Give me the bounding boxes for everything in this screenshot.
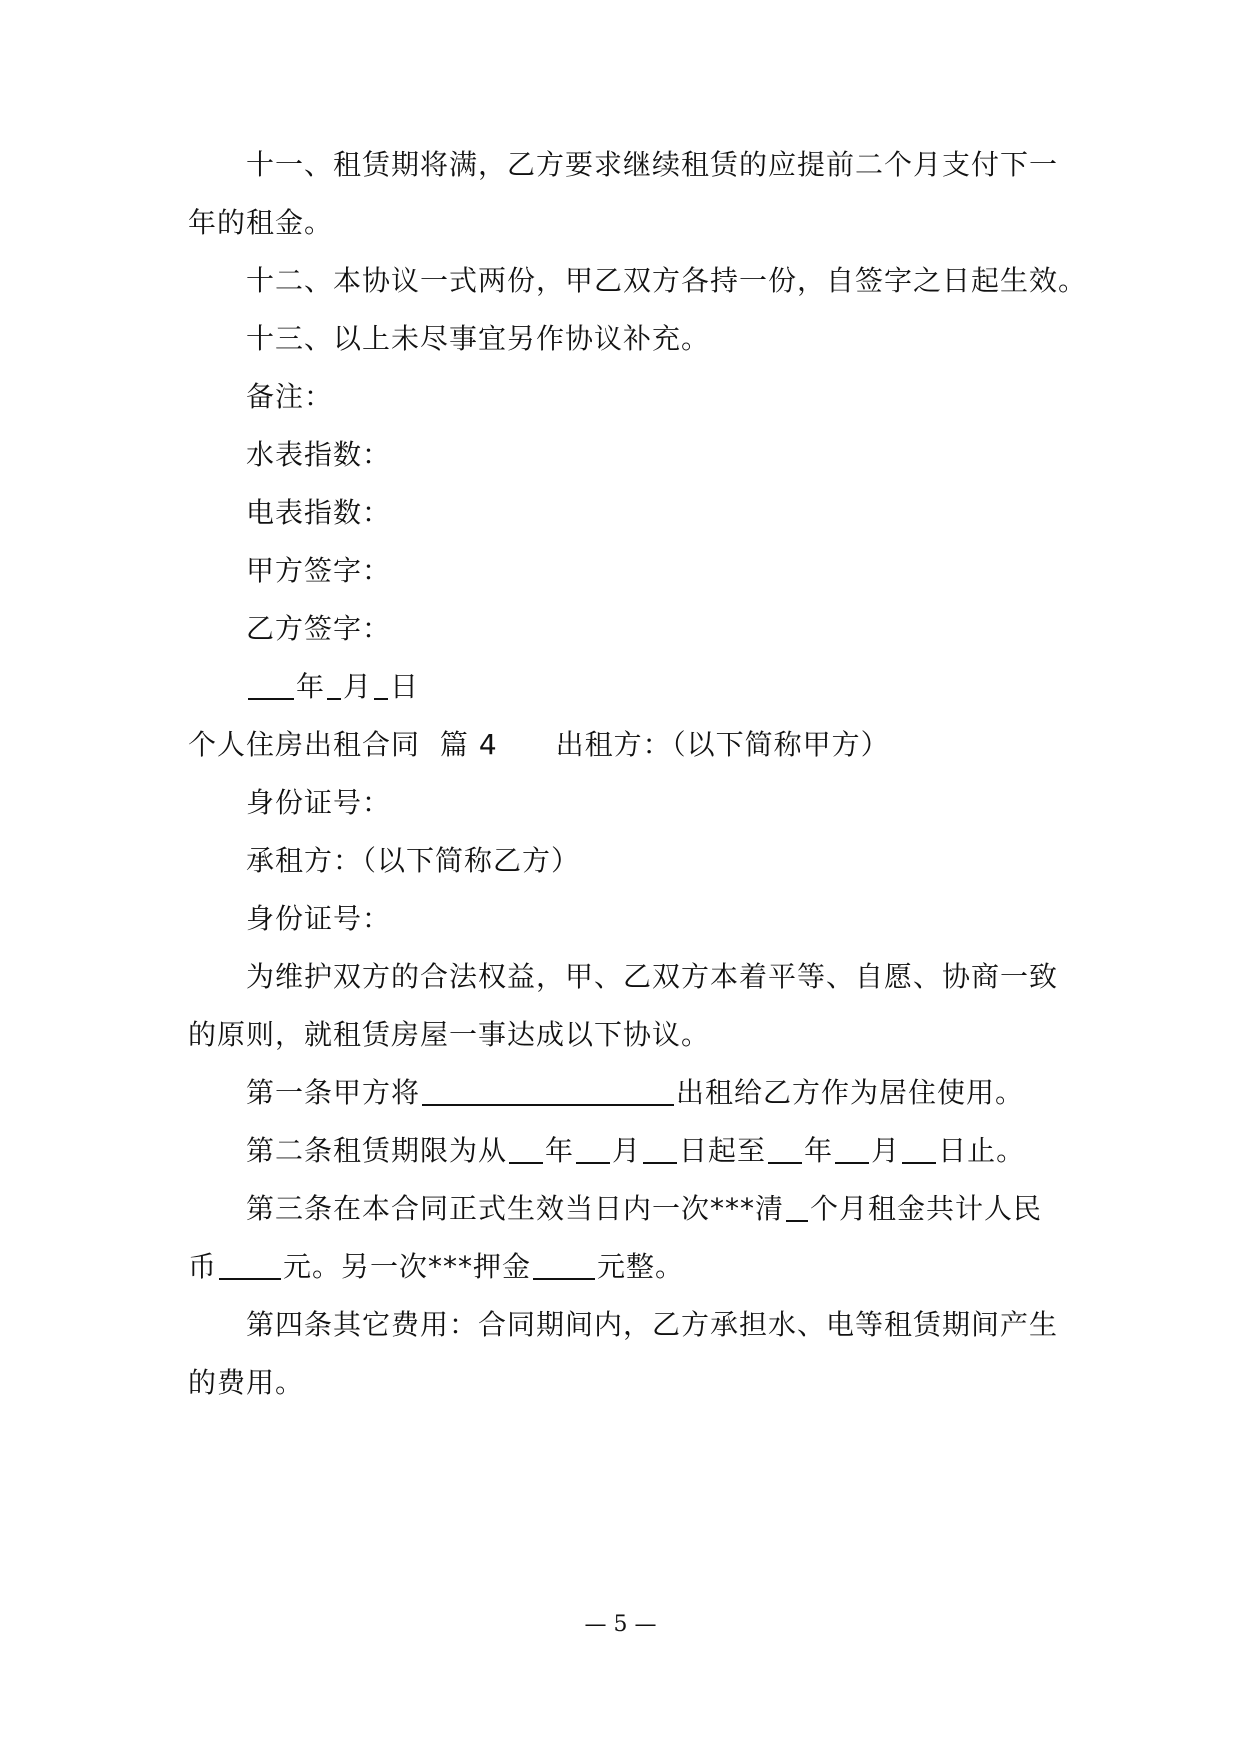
article-3-mid: 个月租金共计人民 (810, 1192, 1043, 1225)
year-blank (248, 668, 294, 700)
end-day-blank (902, 1132, 936, 1164)
electric-meter-label: 电表指数： (246, 496, 392, 529)
end-year-blank (768, 1132, 802, 1164)
article-1-prefix: 第一条甲方将 (246, 1076, 421, 1109)
months-blank (786, 1190, 808, 1222)
paragraph-11-line-2: 年的租金。 (188, 206, 334, 239)
date-day-label: 日 (390, 670, 420, 703)
article-3-line-1 (246, 1184, 1126, 1234)
property-address-blank (422, 1074, 674, 1106)
rent-amount-blank (219, 1248, 281, 1280)
article-3-suffix: 元整。 (597, 1250, 685, 1283)
start-year-blank (509, 1132, 543, 1164)
paragraph-13: 十三、以上未尽事宜另作协议补充。 (246, 322, 711, 355)
article-2 (246, 1126, 1126, 1176)
paragraph-11-line-1: 十一、租赁期将满，乙方要求继续租赁的应提前二个月支付下一 (246, 148, 1059, 181)
date-line (246, 662, 1126, 712)
article-3-currency: 币 (188, 1250, 218, 1283)
end-month-blank (835, 1132, 869, 1164)
page-number: — 5 — (584, 1612, 657, 1637)
end-day-label: 日止。 (938, 1134, 1026, 1167)
intro-line-2: 的原则，就租赁房屋一事达成以下协议。 (188, 1018, 711, 1051)
paragraph-12: 十二、本协议一式两份，甲乙双方各持一份，自签字之日起生效。 (246, 264, 1088, 297)
lessor-label: 出租方：（以下简称甲方） (555, 728, 890, 761)
end-year-label: 年 (804, 1134, 834, 1167)
article-1 (246, 1068, 1126, 1118)
water-meter-label: 水表指数： (246, 438, 392, 471)
party-b-signature-label: 乙方签字： (246, 612, 392, 645)
article-3-deposit-label: 元。另一次***押金 (283, 1250, 532, 1283)
article-3-line-2 (188, 1242, 1068, 1292)
intro-line-1: 为维护双方的合法权益，甲、乙双方本着平等、自愿、协商一致 (246, 960, 1059, 993)
start-month-label: 月 (612, 1134, 642, 1167)
remark-label: 备注： (246, 380, 334, 413)
section-chapter: 篇 4 (439, 728, 498, 761)
start-year-label: 年 (545, 1134, 575, 1167)
id-number-label-2: 身份证号： (246, 902, 392, 935)
date-year-label: 年 (296, 670, 326, 703)
start-month-blank (576, 1132, 610, 1164)
section-title-line (188, 720, 1068, 770)
article-2-prefix: 第二条租赁期限为从 (246, 1134, 508, 1167)
deposit-amount-blank (533, 1248, 595, 1280)
article-3-prefix: 第三条在本合同正式生效当日内一次***清 (246, 1192, 785, 1225)
lessee-label: 承租方：（以下简称乙方） (246, 844, 581, 877)
start-day-blank (643, 1132, 677, 1164)
article-4-line-2: 的费用。 (188, 1366, 305, 1399)
article-1-suffix: 出租给乙方作为居住使用。 (676, 1076, 1025, 1109)
article-4-line-1: 第四条其它费用：合同期间内，乙方承担水、电等租赁期间产生 (246, 1308, 1059, 1341)
start-day-label: 日起至 (679, 1134, 767, 1167)
day-blank (374, 668, 388, 700)
end-month-label: 月 (871, 1134, 901, 1167)
id-number-label-1: 身份证号： (246, 786, 392, 819)
month-blank (327, 668, 341, 700)
date-month-label: 月 (343, 670, 373, 703)
party-a-signature-label: 甲方签字： (246, 554, 392, 587)
section-title: 个人住房出租合同 (188, 728, 421, 761)
